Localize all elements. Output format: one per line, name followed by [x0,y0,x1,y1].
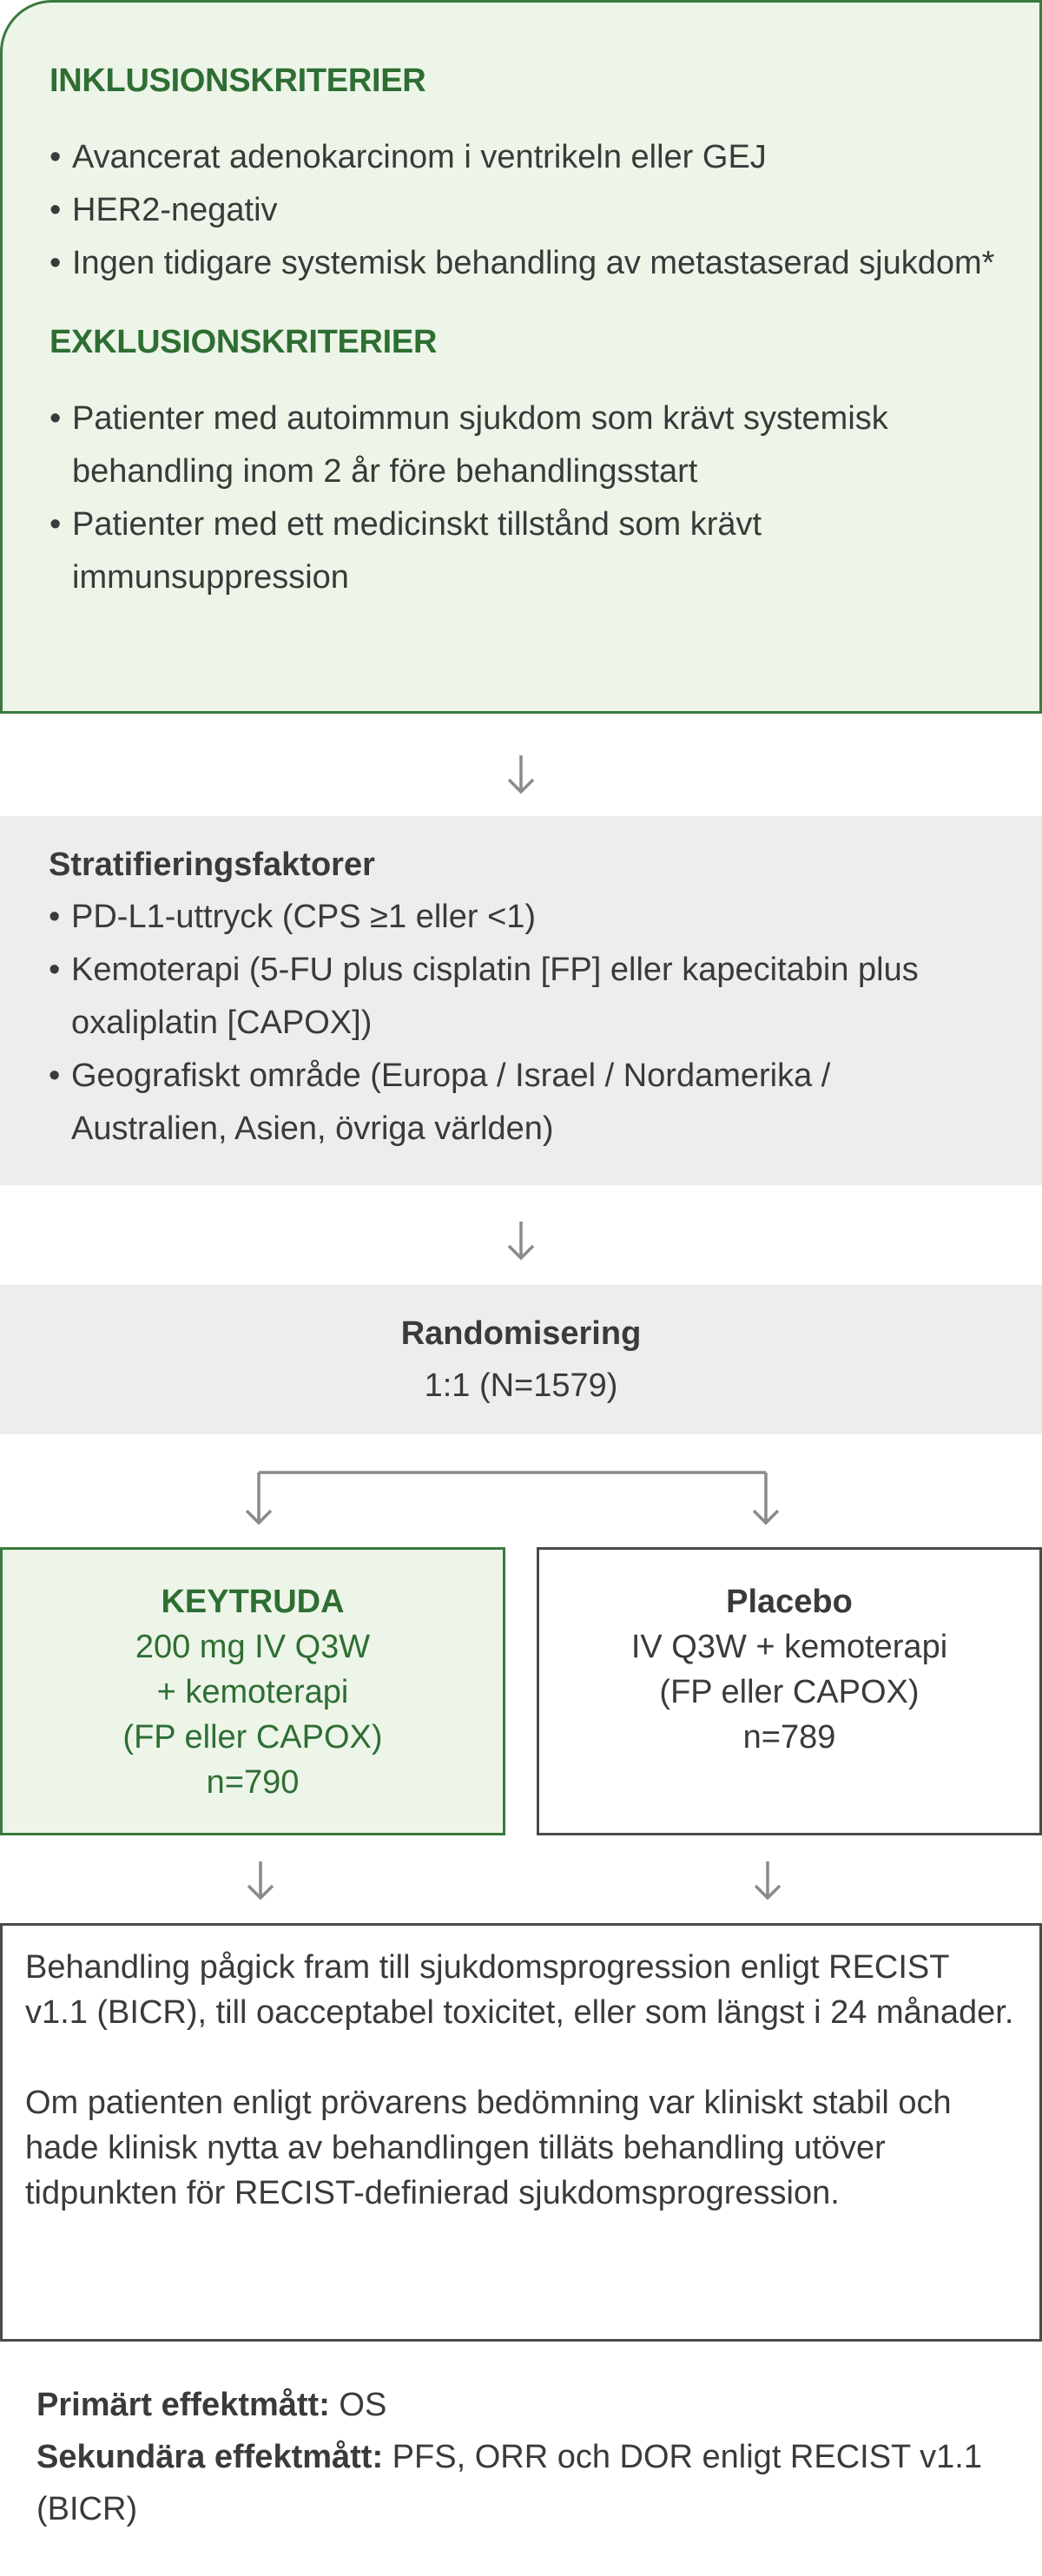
arm-title: Placebo [726,1584,853,1620]
placebo-arm-box [537,1547,1042,1835]
randomization-ratio: 1:1 (N=1579) [424,1367,618,1404]
inclusion-list [49,131,996,290]
randomization-title: Randomisering [400,1315,642,1352]
randomization-box [0,1285,1042,1434]
secondary-endpoint [36,2431,1009,2535]
primary-endpoint-value: OS [329,2387,387,2423]
arrow-down-icon [504,754,538,795]
stratification-list [49,891,993,1156]
secondary-endpoint-value: PFS, ORR och DOR enligt RECIST v1.1 (BICR) [36,2439,982,2527]
arm-detail: (FP eller CAPOX) [659,1674,920,1710]
exclusion-item: • Patienter med autoimmun sjukdom som krävt systemisk behandling inom 2 år före behandlingsstart [49,392,996,498]
endpoints [36,2379,1009,2535]
stratification-item: • Kemoterapi (5-FU plus cisplatin [FP] eller kapecitabin plus oxaliplatin [CAPOX]) [49,944,993,1050]
exclusion-item: • Patienter med ett medicinskt tillstånd som krävt immunsuppression [49,498,996,604]
arm-detail: (FP eller CAPOX) [122,1719,383,1756]
arm-title: KEYTRUDA [161,1584,345,1620]
inclusion-item: • HER2-negativ [49,184,996,237]
primary-endpoint [36,2379,1009,2431]
arrow-down-icon [750,1860,785,1901]
arm-count: n=790 [206,1764,300,1801]
inclusion-item: • Avancerat adenokarcinom i ventrikeln eller GEJ [49,131,996,184]
treatment-paragraph: Behandling pågick fram till sjukdomsprogression enligt RECIST v1.1 (BICR), till oacceptabel toxicitet, eller som längst i 24 månader. [25,1949,1014,2031]
arm-detail: + kemoterapi [156,1674,349,1710]
stratification-item: • PD-L1-uttryck (CPS ≥1 eller <1) [49,891,993,944]
treatment-box [0,1923,1042,2342]
branch-connector-icon [0,1467,1042,1528]
inclusion-heading: INKLUSIONSKRITERIER [49,63,426,99]
arrow-down-icon [504,1220,538,1262]
exclusion-heading: EXKLUSIONSKRITERIER [49,324,438,360]
treatment-paragraph: Om patienten enligt prövarens bedömning var kliniskt stabil och hade klinisk nytta av behandlingen tilläts behandling utöver tidpunkten för RECIST-definierad sjukdomsprogression. [25,2085,952,2211]
keytruda-arm-box [0,1547,505,1835]
arrow-down-icon [243,1860,278,1901]
exclusion-list [49,392,996,604]
primary-endpoint-label: Primärt effektmått: [36,2387,330,2423]
arm-detail: 200 mg IV Q3W [135,1629,371,1665]
arm-count: n=789 [742,1719,836,1756]
criteria-box [0,0,1042,714]
secondary-endpoint-label: Sekundära effektmått: [36,2439,384,2475]
stratification-item: • Geografiskt område (Europa / Israel / Nordamerika / Australien, Asien, övriga världen) [49,1050,993,1156]
inclusion-item: • Ingen tidigare systemisk behandling av metastaserad sjukdom* [49,237,996,290]
stratification-box [0,816,1042,1185]
arm-detail: IV Q3W + kemoterapi [630,1629,948,1665]
stratification-title: Stratifieringsfaktorer [49,847,375,883]
